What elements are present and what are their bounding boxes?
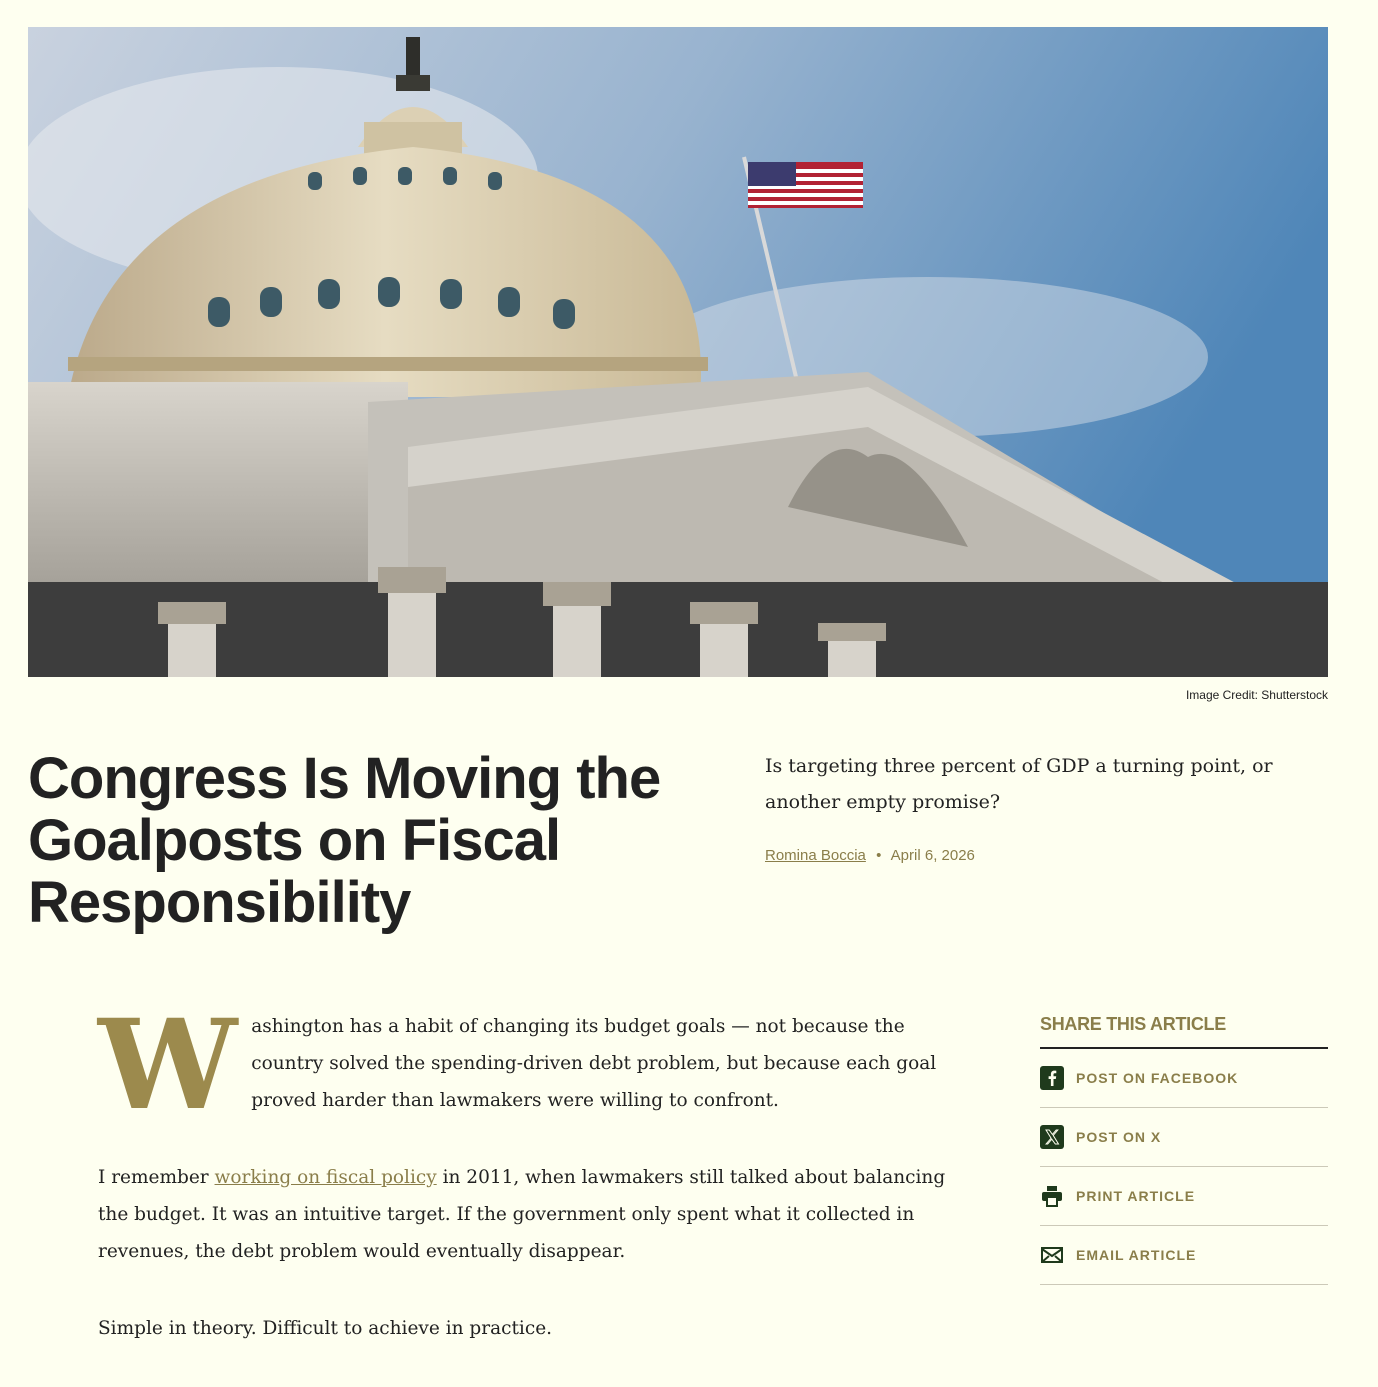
print-article-button[interactable] (1040, 1167, 1328, 1226)
envelope-icon (1040, 1243, 1064, 1267)
paragraph-2-lead: I remember (98, 1167, 215, 1188)
author-link[interactable]: Romina Boccia (765, 847, 866, 864)
share-heading: SHARE THIS ARTICLE (1040, 1008, 1328, 1049)
drop-cap: W (98, 993, 234, 1138)
byline (765, 847, 975, 864)
paragraph-3: Simple in theory. Difficult to achieve in practice. (98, 1318, 553, 1339)
fiscal-policy-link[interactable]: working on fiscal policy (214, 1167, 437, 1188)
printer-icon (1040, 1184, 1064, 1208)
email-article-label: EMAIL ARTICLE (1076, 1247, 1197, 1263)
share-x-button[interactable] (1040, 1108, 1328, 1167)
share-facebook-button[interactable] (1040, 1049, 1328, 1108)
hero-image (28, 27, 1328, 677)
image-credit: Image Credit: Shutterstock (1185, 688, 1328, 702)
print-article-label: PRINT ARTICLE (1076, 1188, 1196, 1204)
article-dek: Is targeting three percent of GDP a turning point, or another empty promise? (765, 755, 1273, 813)
paragraph-1-text: ashington has a habit of changing its budget goals — not because the country solved the spending-driven debt problem, but because each goal proved harder than lawmakers were willing to confront. (251, 1016, 937, 1111)
paragraph-2-rest: in 2011, when lawmakers still talked about balancing the budget. It was an intuitive target. If the government only spent what it collected in revenues, the debt problem would eventually disappear. (98, 1167, 946, 1262)
share-x-label: POST ON X (1076, 1129, 1162, 1145)
paragraph-2 (98, 1159, 968, 1270)
facebook-icon (1040, 1066, 1064, 1090)
email-article-button[interactable] (1040, 1226, 1328, 1285)
publish-date: April 6, 2026 (890, 847, 975, 864)
x-icon (1040, 1125, 1064, 1149)
byline-separator: • (876, 847, 882, 864)
share-panel (1040, 1008, 1328, 1285)
paragraph-1 (98, 993, 968, 1138)
article-body (98, 993, 968, 1387)
share-facebook-label: POST ON FACEBOOK (1076, 1070, 1239, 1086)
article-title: Congress Is Moving the Goalposts on Fiscal Responsibility (28, 746, 661, 935)
